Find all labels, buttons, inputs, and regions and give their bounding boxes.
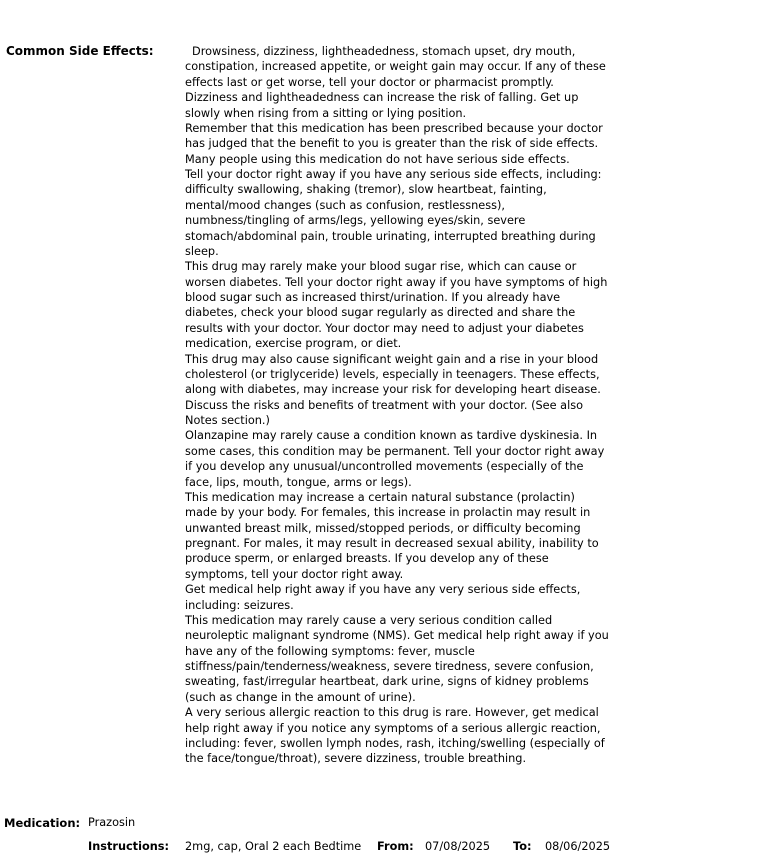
side-effects-paragraph: This drug may also cause significant weight gain and a rise in your blood cholesterol (or triglyceride) levels, especially in teenagers. These effects, along with diabetes, may increase your risk for developing heart disease. Discuss the risks and benefits of treatment with your doctor. (See also Notes section.) <box>185 352 601 427</box>
to-date: 08/06/2025 <box>545 840 611 853</box>
medication-label: Medication: <box>4 816 81 830</box>
instructions-row <box>0 840 768 856</box>
instructions-label: Instructions: <box>88 840 169 853</box>
side-effects-label: Common Side Effects: <box>6 44 154 58</box>
from-date: 07/08/2025 <box>425 840 491 853</box>
side-effects-paragraph: A very serious allergic reaction to this drug is rare. However, get medical help right away if you notice any symptoms of a serious allergic reaction, including: fever, swollen lymph nodes, rash, itching/swelling (especially of the face/tongue/throat), severe dizziness, trouble breathing. <box>185 706 605 766</box>
side-effects-text <box>185 44 610 767</box>
instructions-value: 2mg, cap, Oral 2 each Bedtime <box>185 840 362 853</box>
side-effects-paragraph: This medication may increase a certain natural substance (prolactin) made by your body. For females, this increase in prolactin may result in unwanted breast milk, missed/stopped periods, or difficulty becoming pregnant. For males, it may result in decreased sexual ability, inability to produce sperm, or enlarged breasts. If you develop any of these symptoms, tell your doctor right away. <box>185 490 599 581</box>
side-effects-paragraph: Tell your doctor right away if you have any serious side effects, including: difficulty swallowing, shaking (tremor), slow heartbeat, fainting, mental/mood changes (such as confusion, restlessness), numbness/tingling of arms/legs, yellowing eyes/skin, severe stomach/abdominal pain, trouble urinating, interrupted breathing during sleep. <box>185 168 602 258</box>
side-effects-paragraph: Get medical help right away if you have any very serious side effects, including: seizures. <box>185 583 581 612</box>
from-label: From: <box>377 840 414 853</box>
side-effects-paragraph: This drug may rarely make your blood sugar rise, which can cause or worsen diabetes. Tell your doctor right away if you have symptoms of high blood sugar such as increased thirst/urination. If you already have diabetes, check your blood sugar regularly as directed and share the results with your doctor. Your doctor may need to adjust your diabetes medication, exercise program, or diet. <box>185 260 608 351</box>
medication-name: Prazosin <box>88 816 136 829</box>
side-effects-paragraph: Remember that this medication has been prescribed because your doctor has judged that the benefit to you is greater than the risk of side effects. Many people using this medication do not have serious side effects. <box>185 121 603 166</box>
side-effects-paragraph: Olanzapine may rarely cause a condition known as tardive dyskinesia. In some cases, this condition may be permanent. Tell your doctor right away if you develop any unusual/uncontrolled movements (especially of the face, lips, mouth, tongue, arms or legs). <box>185 429 605 489</box>
side-effects-paragraph: Drowsiness, dizziness, lightheadedness, stomach upset, dry mouth, constipation, increased appetite, or weight gain may occur. If any of these effects last or get worse, tell your doctor or pharmacist promptly. Dizziness and lightheadedness can increase the risk of falling. Get up slowly when rising from a sitting or lying position. <box>185 45 606 120</box>
to-label: To: <box>513 840 532 853</box>
side-effects-paragraph: This medication may rarely cause a very serious condition called neuroleptic malignant syndrome (NMS). Get medical help right away if you have any of the following symptoms: fever, muscle stiffness/pain/tenderness/weakness, severe tiredness, severe confusion, sweating, fast/irregular heartbeat, dark urine, signs of kidney problems (such as change in the amount of urine). <box>185 613 609 704</box>
